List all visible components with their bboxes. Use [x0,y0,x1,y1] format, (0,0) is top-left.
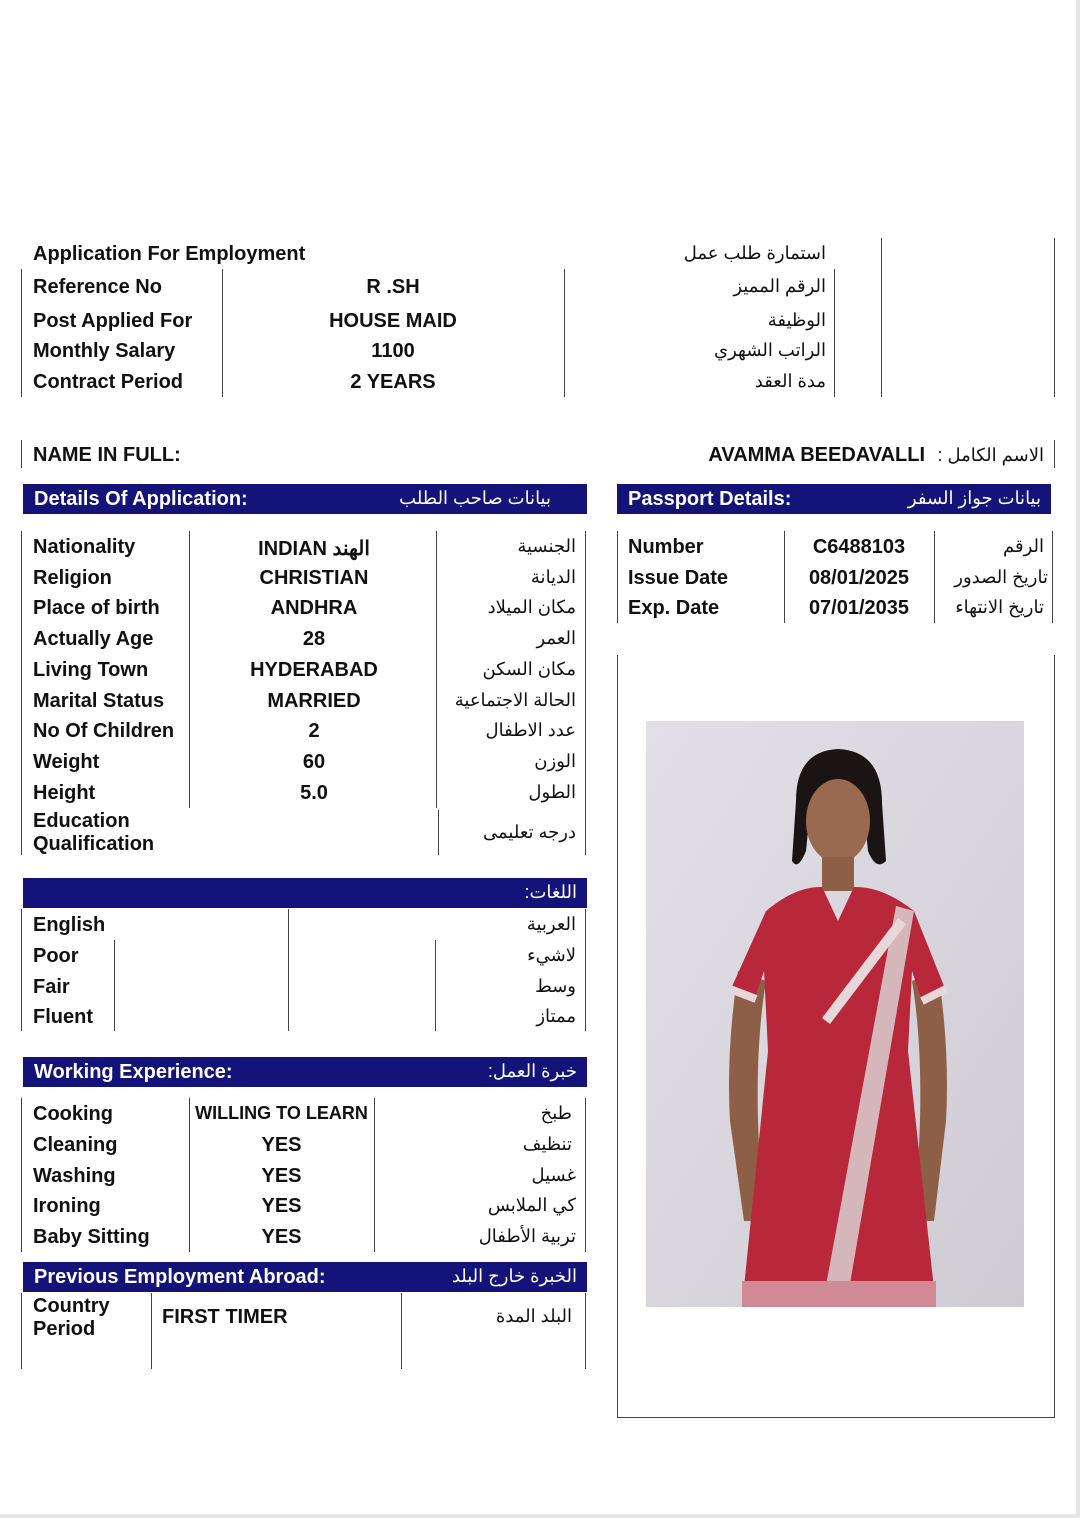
full-name [708,444,1044,467]
lang-border-right [585,909,586,1031]
ironing-label: Ironing [33,1195,101,1217]
lang-divider-left [114,940,115,1031]
washing-value: YES [261,1165,302,1187]
cleaning-value: YES [261,1134,302,1156]
lang-poor-ar: لاشيء [527,945,576,965]
passport-header-bar [617,484,1051,514]
education-ar: درجه تعليمى [483,822,576,842]
experience-header-bar [23,1057,587,1087]
form-title-ar: استمارة طلب عمل [683,243,826,263]
passport-number-value: C6488103 [812,536,906,558]
babysitting-label: Baby Sitting [33,1226,150,1248]
children-label: No Of Children [33,720,175,742]
town-ar: مكان السكن [482,659,576,679]
weight-label: Weight [33,751,100,773]
nationality-label: Nationality [33,536,136,558]
age-value: 28 [302,628,326,650]
passport-title: Passport Details: [628,488,792,510]
period-label: Period [33,1318,96,1340]
passport-border-left [617,531,618,623]
exp-divider-2 [374,1098,375,1252]
details-border-left [21,531,22,855]
previous-ar: البلد المدة [495,1306,572,1326]
salary-ar: الراتب الشهري [714,340,826,360]
details-title: Details Of Application: [34,488,248,510]
exp-date-label: Exp. Date [628,597,720,619]
english-label: English [33,914,106,936]
form-title: Application For Employment [33,243,306,265]
religion-ar: الديانة [530,567,576,587]
washing-label: Washing [33,1165,116,1187]
height-label: Height [33,782,96,804]
prev-border-left [21,1293,22,1369]
page-edge-right [1076,0,1080,1518]
reference-ar: الرقم المميز [733,276,826,296]
height-ar: الطول [528,782,576,802]
height-value: 5.0 [300,782,328,804]
arabic-label: العربية [526,914,576,934]
children-value: 2 [308,720,320,742]
cleaning-ar: تنظيف [522,1134,572,1154]
experience-title-ar: خبرة العمل: [487,1061,577,1081]
contract-value: 2 YEARS [350,371,436,393]
details-border-right [585,531,586,855]
education-label-1: Education [33,810,130,832]
lang-border-left [21,909,22,1031]
religion-value: CHRISTIAN [259,567,369,589]
passport-number-ar: الرقم [1002,536,1044,556]
prev-divider-1 [151,1293,152,1369]
contract-label: Contract Period [33,371,184,393]
cleaning-label: Cleaning [33,1134,118,1156]
passport-number-label: Number [628,536,704,558]
post-ar: الوظيفة [767,310,826,330]
name-label: NAME IN FULL: [33,444,181,466]
children-ar: عدد الاطفال [485,720,576,740]
applicant-photo [646,721,1024,1307]
issue-date-value: 08/01/2025 [808,567,910,589]
issue-date-label: Issue Date [628,567,729,589]
salary-value: 1100 [371,340,415,362]
nationality-value: INDIAN الهند [258,538,370,560]
post-label: Post Applied For [33,310,193,332]
lang-fluent-label: Fluent [33,1006,93,1028]
lang-fair-label: Fair [33,976,70,998]
photo-frame-left [617,655,618,1418]
religion-label: Religion [33,567,112,589]
weight-ar: الوزن [534,751,576,771]
languages-header-bar [23,878,587,908]
name-border-left [21,440,22,468]
issue-date-ar: تاريخ الصدور [954,567,1048,587]
exp-border-right [585,1098,586,1252]
reference-value: R .SH [366,276,420,298]
babysitting-value: YES [261,1226,302,1248]
photo-frame-bottom [617,1417,1055,1418]
town-value: HYDERABAD [250,659,378,681]
header-border-left [21,269,22,397]
header-divider-3 [834,269,835,397]
marital-value: MARRIED [267,690,361,712]
marital-ar: الحالة الاجتماعية [454,690,576,710]
age-ar: العمر [536,628,576,648]
previous-title: Previous Employment Abroad: [34,1266,326,1288]
page-edge-bottom [0,1514,1080,1518]
full-name-value: AVAMMA BEEDAVALLI [708,444,926,466]
prev-border-right [585,1293,586,1369]
previous-value: FIRST TIMER [162,1306,288,1328]
details-divider-2b [438,810,439,855]
passport-title-ar: بيانات جواز السفر [907,488,1041,508]
birthplace-value: ANDHRA [270,597,358,619]
name-border-right [1054,440,1055,468]
marital-label: Marital Status [33,690,165,712]
header-border-right [1054,238,1055,397]
post-value: HOUSE MAID [329,310,457,332]
lang-fluent-ar: ممتاز [536,1006,576,1026]
town-label: Living Town [33,659,149,681]
cooking-label: Cooking [33,1103,113,1125]
previous-title-ar: الخبرة خارج البلد [451,1266,577,1286]
weight-value: 60 [302,751,326,773]
nationality-ar: الجنسية [517,536,576,556]
reference-label: Reference No [33,276,162,298]
passport-divider-2 [934,531,935,623]
age-label: Actually Age [33,628,154,650]
passport-border-right [1052,531,1053,623]
country-label: Country [33,1295,110,1317]
exp-date-ar: تاريخ الانتهاء [955,597,1044,617]
lang-divider-mid [288,909,289,1031]
salary-label: Monthly Salary [33,340,176,362]
exp-border-left [21,1098,22,1252]
details-title-ar: بيانات صاحب الطلب [399,488,551,508]
birthplace-label: Place of birth [33,597,160,619]
photo-frame-right [1054,655,1055,1418]
full-name-ar: الاسم الكامل : [937,445,1044,465]
header-divider-2 [564,269,565,397]
washing-ar: غسيل [531,1165,576,1185]
ironing-value: YES [261,1195,302,1217]
previous-header-bar [23,1262,587,1292]
experience-title: Working Experience: [34,1061,233,1083]
exp-date-value: 07/01/2035 [808,597,910,619]
languages-title-ar: اللغات: [524,882,577,902]
babysitting-ar: تربية الأطفال [478,1226,576,1246]
lang-fair-ar: وسط [535,976,576,996]
ironing-ar: كي الملابس [487,1195,576,1215]
contract-ar: مدة العقد [754,371,826,391]
details-header-bar [23,484,587,514]
header-divider-4 [881,238,882,397]
lang-poor-label: Poor [33,945,79,967]
cooking-ar: طبخ [540,1103,572,1123]
prev-divider-2 [401,1293,402,1369]
cooking-value: WILLING TO LEARN [195,1103,368,1123]
lang-divider-right [435,940,436,1031]
education-label-2: Qualification [33,833,155,855]
birthplace-ar: مكان الميلاد [487,597,576,617]
